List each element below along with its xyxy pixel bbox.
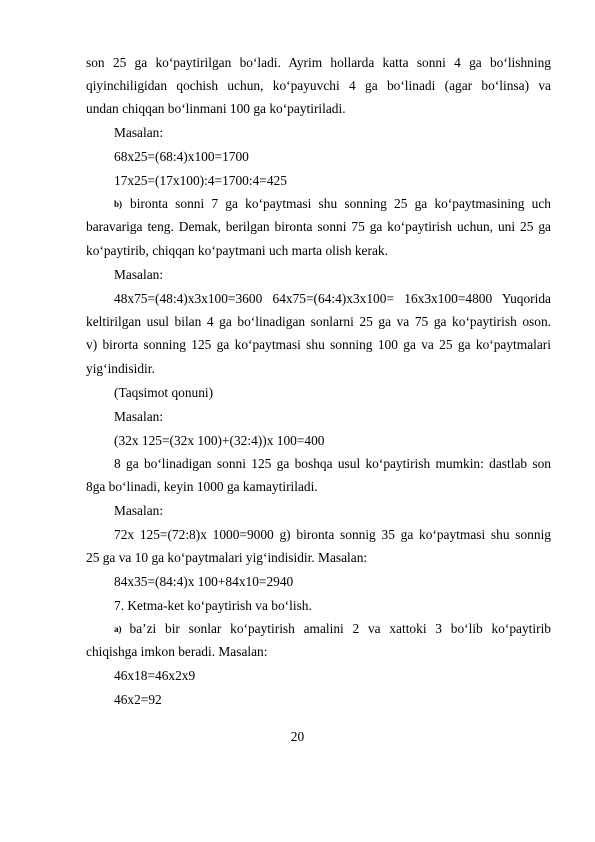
page-number: 20 bbox=[290, 729, 305, 744]
formula-line: 46x18=46x2x9 bbox=[114, 668, 196, 683]
list-item-b bbox=[86, 194, 551, 214]
list-marker: b) bbox=[114, 199, 123, 209]
formula-line: 68x25=(68:4)x100=1700 bbox=[114, 149, 249, 164]
formula-line: 46x2=92 bbox=[114, 692, 162, 707]
list-item-a bbox=[86, 619, 551, 639]
paragraph-line: baravariga teng. Demak, berilgan bironta sonni 75 ga ko‘paytirish uchun, uni 25 ga bbox=[86, 219, 551, 234]
paragraph-line: chiqishga imkon beradi. Masalan: bbox=[86, 644, 268, 659]
paragraph-line: ba’zi bir sonlar ko‘paytirish amalini 2 va xattoki 3 bo‘lib ko‘paytirib bbox=[129, 621, 551, 636]
paragraph-line: son 25 ga ko‘paytirilgan bo‘ladi. Ayrim hollarda katta sonni 4 ga bo‘lishning bbox=[86, 55, 551, 70]
paragraph-line: yig‘indisidir. bbox=[86, 361, 155, 376]
paragraph-line: ko‘paytirib, chiqqan ko‘paytmani uch marta olish kerak. bbox=[86, 243, 388, 258]
paragraph-line: v) birorta sonning 125 ga ko‘paytmasi shu sonning 100 ga va 25 ga ko‘paytmalari bbox=[86, 337, 551, 352]
formula-line: 84x35=(84:4)x 100+84x10=2940 bbox=[114, 574, 294, 589]
example-label: Masalan: bbox=[114, 503, 164, 518]
example-label: Masalan: bbox=[114, 125, 164, 140]
paragraph-line: 8 ga bo‘linadigan sonni 125 ga boshqa usul ko‘paytirish mumkin: dastlab son bbox=[114, 456, 551, 471]
paragraph-line: undan chiqqan bo‘linmani 100 ga ko‘paytiriladi. bbox=[86, 101, 346, 116]
section-heading: 7. Ketma-ket ko‘paytirish va bo‘lish. bbox=[114, 598, 312, 613]
formula-line: 17x25=(17x100):4=1700:4=425 bbox=[114, 173, 287, 188]
formula-line: (32x 125=(32x 100)+(32:4))x 100=400 bbox=[114, 433, 325, 448]
list-marker: a) bbox=[114, 624, 122, 634]
paragraph-line: qiyinchiligidan qochish uchun, ko‘payuvchi 4 ga bo‘linadi (agar bo‘linsa) va bbox=[86, 78, 551, 93]
formula-line: 72x 125=(72:8)x 1000=9000 g) bironta sonnig 35 ga ko‘paytmasi shu sonnig bbox=[114, 527, 551, 542]
paragraph-line: 25 ga va 10 ga ko‘paytmalari yig‘indisidir. Masalan: bbox=[86, 550, 368, 565]
example-label: Masalan: bbox=[114, 409, 164, 424]
section-note: (Taqsimot qonuni) bbox=[114, 385, 214, 400]
paragraph-line: bironta sonni 7 ga ko‘paytmasi shu sonning 25 ga ko‘paytmasining uch bbox=[130, 196, 551, 211]
formula-line: 48x75=(48:4)x3x100=3600 64x75=(64:4)x3x100= 16x3x100=4800 Yuqorida bbox=[114, 291, 551, 306]
paragraph-line: keltirilgan usul bilan 4 ga bo‘linadigan sonlarni 25 ga va 75 ga ko‘paytirish oson. bbox=[86, 314, 551, 329]
paragraph-line: 8ga bo‘linadi, keyin 1000 ga kamaytiriladi. bbox=[86, 479, 318, 494]
example-label: Masalan: bbox=[114, 267, 164, 282]
